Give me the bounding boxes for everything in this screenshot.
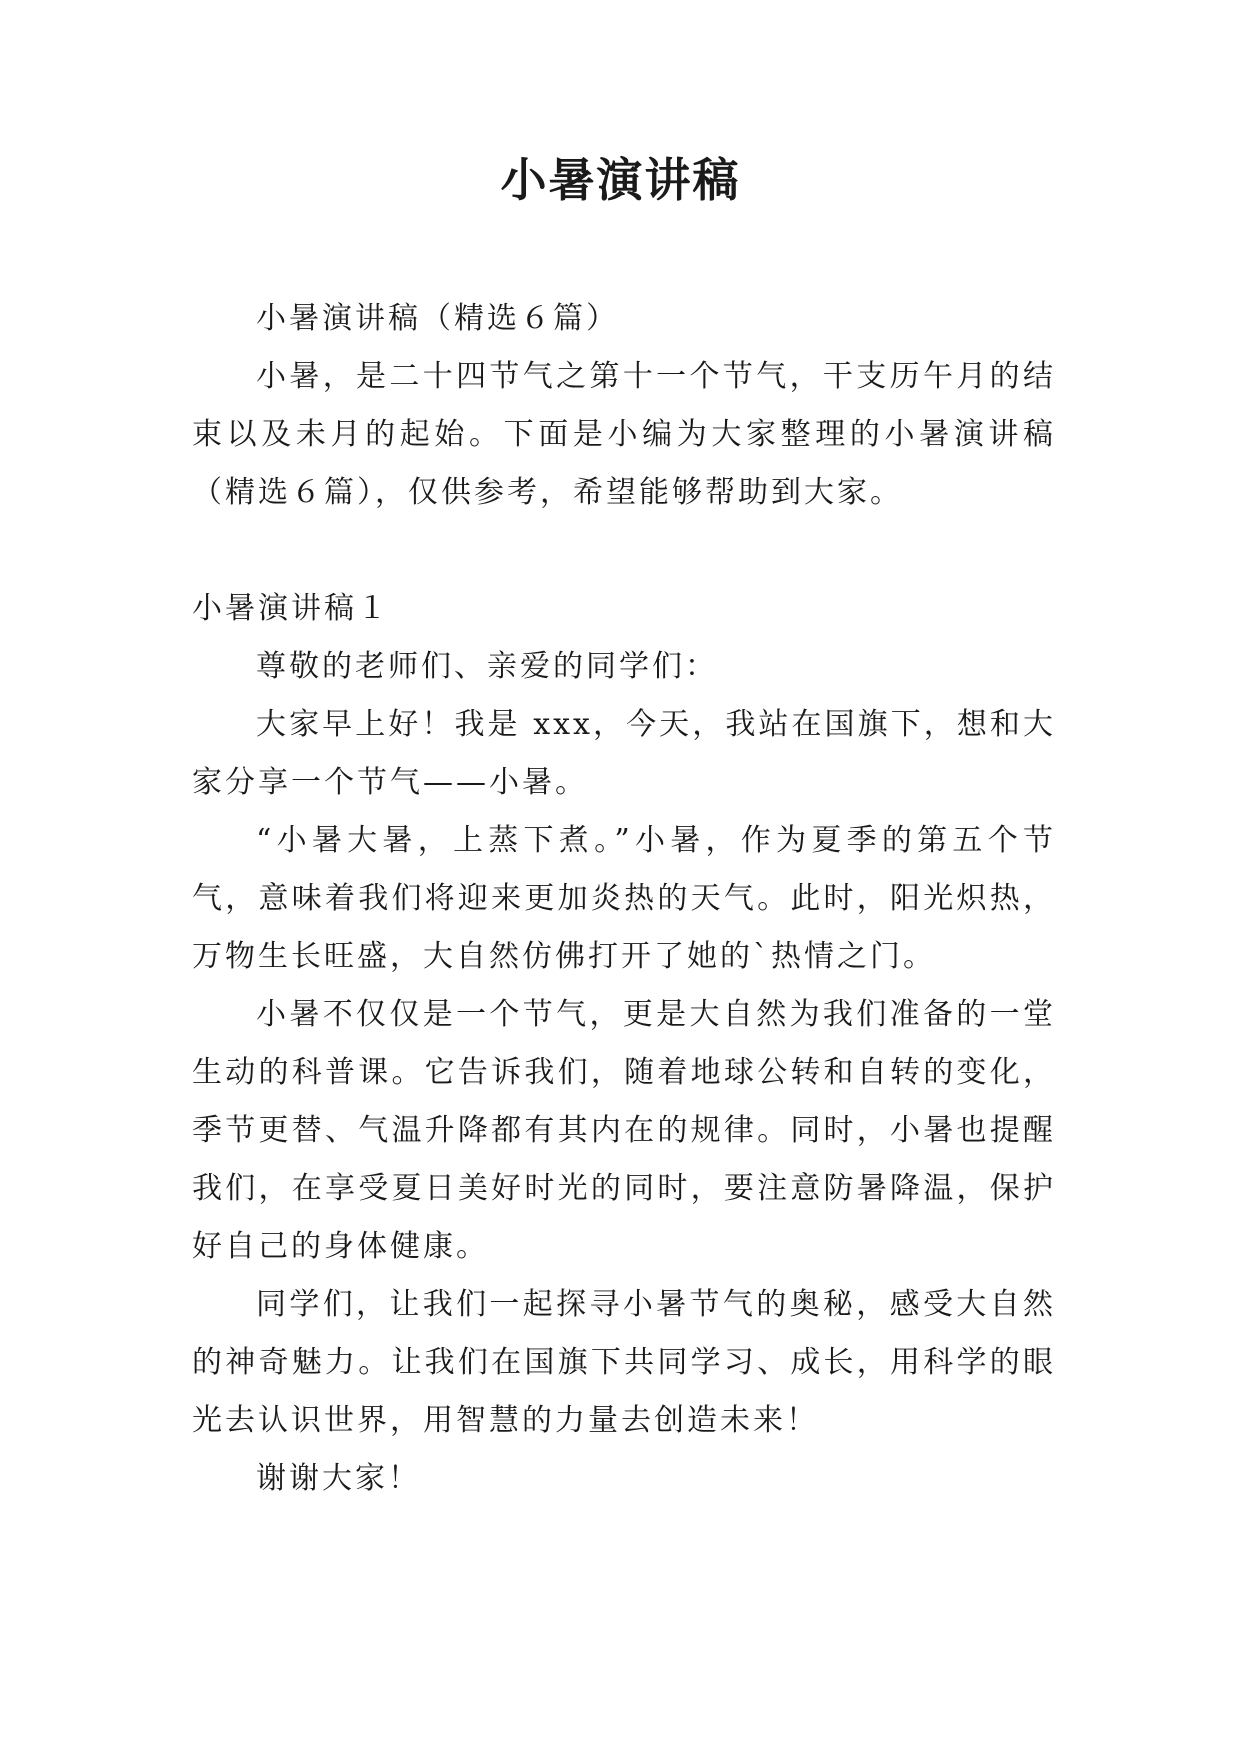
section-heading: 小暑演讲稿１ bbox=[192, 591, 390, 626]
greeting-paragraph: 尊敬的老师们、亲爱的同学们： bbox=[256, 649, 718, 684]
body-paragraph: 同学们，让我们一起探寻小暑节气的奥秘，感受大自然的神奇魅力。让我们在国旗下共同学习、成长，用科学的眼光去认识世界，用智慧的力量去创造未来！ bbox=[192, 1287, 1056, 1438]
paragraph-spacer bbox=[192, 522, 1056, 580]
document-body bbox=[192, 290, 1056, 1508]
body-paragraph: 大家早上好！我是 xxx，今天，我站在国旗下，想和大家分享一个节气——小暑。 bbox=[192, 707, 1056, 800]
document-title: 小暑演讲稿 bbox=[500, 153, 741, 207]
closing-paragraph: 谢谢大家！ bbox=[256, 1461, 421, 1496]
document-subtitle: 小暑演讲稿（精选６篇） bbox=[256, 301, 619, 336]
intro-paragraph: 小暑，是二十四节气之第十一个节气，干支历午月的结束以及未月的起始。下面是小编为大家整理的小暑演讲稿（精选６篇），仅供参考，希望能够帮助到大家。 bbox=[192, 359, 1056, 510]
body-paragraph: 小暑不仅仅是一个节气，更是大自然为我们准备的一堂生动的科普课。它告诉我们，随着地球公转和自转的变化，季节更替、气温升降都有其内在的规律。同时，小暑也提醒我们，在享受夏日美好时光的同时，要注意防暑降温，保护好自己的身体健康。 bbox=[192, 997, 1056, 1264]
body-paragraph: “小暑大暑，上蒸下煮。”小暑，作为夏季的第五个节气，意味着我们将迎来更加炎热的天气。此时，阳光炽热，万物生长旺盛，大自然仿佛打开了她的`热情之门。 bbox=[192, 823, 1056, 974]
